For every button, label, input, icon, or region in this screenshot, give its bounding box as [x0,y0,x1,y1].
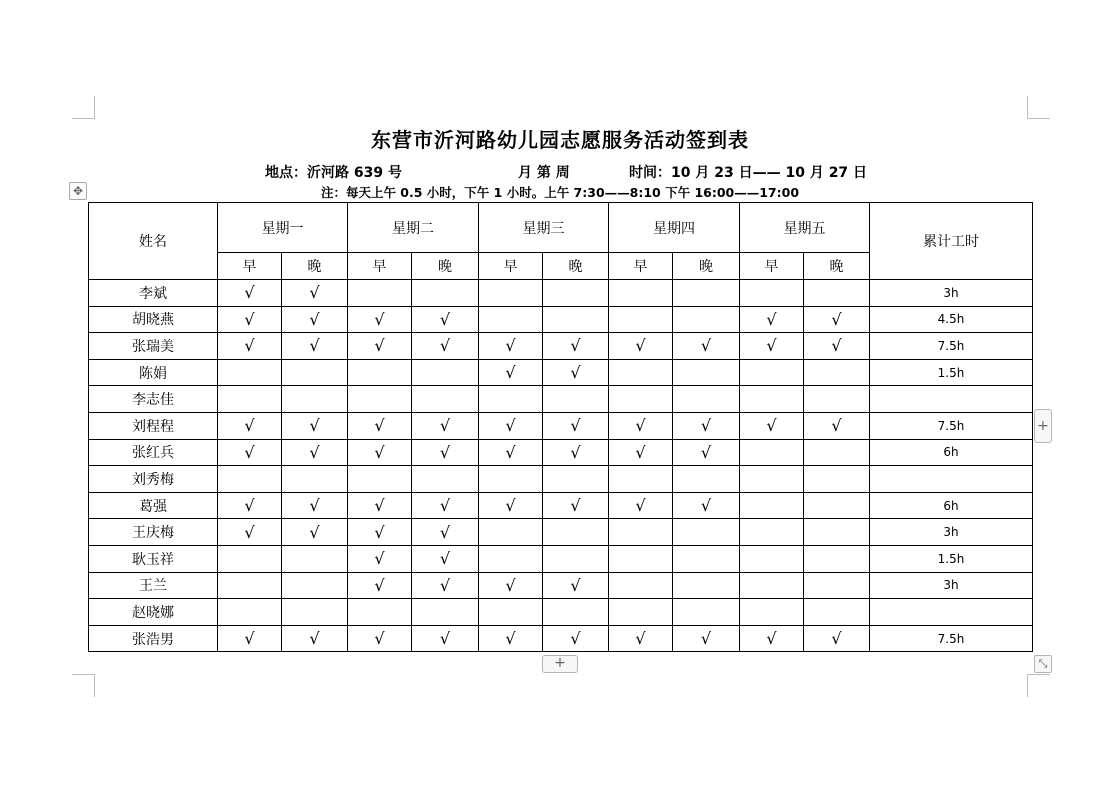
attendance-cell[interactable] [282,519,348,546]
table-move-handle-icon[interactable]: ✥ [69,182,87,200]
attendance-cell[interactable] [412,386,479,413]
sign-in-table-body [89,280,1033,652]
attendance-cell[interactable] [609,466,673,493]
attendance-cell[interactable] [804,306,870,333]
check-mark-icon: √ [766,416,777,436]
attendance-cell[interactable] [412,412,479,439]
attendance-cell[interactable] [740,519,804,546]
table-row [89,280,1033,307]
attendance-cell[interactable] [348,439,412,466]
location-label: 地点：沂河路 639 号 [265,165,402,181]
attendance-cell[interactable] [740,306,804,333]
check-mark-icon: √ [570,363,581,383]
time-label: 时间：10 月 23 日—— 10 月 27 日 [629,165,868,181]
check-mark-icon: √ [439,629,451,649]
check-mark-icon: √ [309,442,320,462]
check-mark-icon: √ [244,496,255,516]
total-hours-cell[interactable]: 1.5h [870,359,1033,386]
document-title: 东营市沂河路幼儿园志愿服务活动签到表 [371,128,749,152]
attendance-cell[interactable] [609,333,673,360]
attendance-cell[interactable] [543,359,609,386]
check-mark-icon: √ [635,629,646,649]
check-mark-icon: √ [505,496,516,516]
attendance-cell[interactable] [804,386,870,413]
header-name: 姓名 [89,203,218,280]
attendance-cell[interactable] [609,439,673,466]
attendance-cell[interactable] [348,280,412,307]
attendance-cell[interactable] [218,492,282,519]
attendance-cell[interactable] [740,572,804,599]
attendance-cell[interactable] [543,572,609,599]
attendance-cell[interactable] [282,572,348,599]
table-row [89,545,1033,572]
attendance-cell[interactable] [740,599,804,626]
add-row-icon[interactable]: + [542,655,578,673]
check-mark-icon: √ [570,496,581,516]
check-mark-icon: √ [505,442,516,462]
attendance-cell[interactable] [673,519,740,546]
total-hours-cell[interactable]: 1.5h [870,545,1033,572]
header-total-hours: 累计工时 [870,203,1033,280]
attendance-cell[interactable] [282,492,348,519]
table-row [89,412,1033,439]
check-mark-icon: √ [439,549,451,569]
page-corner-bottom-left [72,674,95,697]
header-evening: 晚 [804,253,870,280]
attendance-cell[interactable] [282,333,348,360]
table-resize-icon[interactable]: ⤡ [1034,655,1052,673]
attendance-cell[interactable] [282,439,348,466]
attendance-cell[interactable] [412,545,479,572]
attendance-cell[interactable] [348,306,412,333]
header-evening: 晚 [282,253,348,280]
check-mark-icon: √ [635,442,646,462]
check-mark-icon: √ [244,442,255,462]
check-mark-icon: √ [570,416,581,436]
check-mark-icon: √ [244,336,255,356]
attendance-cell[interactable] [348,386,412,413]
table-row [89,599,1033,626]
attendance-cell[interactable] [412,333,479,360]
check-mark-icon: √ [700,629,712,649]
attendance-cell[interactable] [282,359,348,386]
attendance-cell[interactable] [218,412,282,439]
check-mark-icon: √ [374,522,385,542]
attendance-cell[interactable] [740,386,804,413]
volunteer-name-cell[interactable]: 李志佳 [89,386,218,413]
attendance-cell[interactable] [348,466,412,493]
attendance-cell[interactable] [673,359,740,386]
check-mark-icon: √ [439,309,451,329]
table-row [89,359,1033,386]
attendance-cell[interactable] [609,306,673,333]
attendance-cell[interactable] [673,545,740,572]
attendance-cell[interactable] [673,492,740,519]
check-mark-icon: √ [700,416,712,436]
check-mark-icon: √ [374,336,385,356]
check-mark-icon: √ [831,416,842,436]
check-mark-icon: √ [244,309,255,329]
header-day-3: 星期三 [479,203,609,253]
attendance-cell[interactable] [412,599,479,626]
check-mark-icon: √ [505,336,516,356]
week-label: 月 第 周 [518,165,570,181]
attendance-cell[interactable] [804,333,870,360]
attendance-cell[interactable] [543,466,609,493]
attendance-cell[interactable] [673,572,740,599]
check-mark-icon: √ [374,629,385,649]
check-mark-icon: √ [700,442,712,462]
table-row [89,439,1033,466]
total-hours-cell[interactable] [870,466,1033,493]
attendance-cell[interactable] [282,625,348,652]
volunteer-name-cell[interactable]: 陈娟 [89,359,218,386]
table-row [89,625,1033,652]
volunteer-name-cell[interactable]: 张瑞美 [89,333,218,360]
table-row [89,572,1033,599]
attendance-cell[interactable] [673,333,740,360]
attendance-cell[interactable] [412,306,479,333]
total-hours-cell[interactable]: 4.5h [870,306,1033,333]
total-hours-cell[interactable] [870,599,1033,626]
attendance-cell[interactable] [218,439,282,466]
attendance-cell[interactable] [543,412,609,439]
header-day-4: 星期四 [609,203,740,253]
attendance-cell[interactable] [740,545,804,572]
check-mark-icon: √ [635,496,646,516]
check-mark-icon: √ [635,336,646,356]
attendance-cell[interactable] [479,599,543,626]
table-row [89,519,1033,546]
volunteer-name-cell[interactable]: 胡晓燕 [89,306,218,333]
attendance-cell[interactable] [479,519,543,546]
attendance-cell[interactable] [543,386,609,413]
attendance-cell[interactable] [479,280,543,307]
attendance-cell[interactable] [348,519,412,546]
check-mark-icon: √ [309,416,320,436]
attendance-cell[interactable] [218,359,282,386]
attendance-cell[interactable] [479,545,543,572]
volunteer-name-cell[interactable]: 王庆梅 [89,519,218,546]
header-day-5: 星期五 [740,203,870,253]
attendance-cell[interactable] [412,519,479,546]
header-evening: 晚 [412,253,479,280]
attendance-cell[interactable] [412,280,479,307]
check-mark-icon: √ [505,416,516,436]
attendance-cell[interactable] [673,439,740,466]
attendance-cell[interactable] [282,386,348,413]
attendance-cell[interactable] [543,492,609,519]
attendance-cell[interactable] [282,466,348,493]
attendance-cell[interactable] [609,545,673,572]
check-mark-icon: √ [831,336,842,356]
attendance-cell[interactable] [348,599,412,626]
table-row [89,492,1033,519]
table-row [89,306,1033,333]
attendance-cell[interactable] [218,306,282,333]
page-corner-top-left [72,96,95,119]
attendance-cell[interactable] [609,572,673,599]
check-mark-icon: √ [439,442,451,462]
attendance-cell[interactable] [609,412,673,439]
attendance-cell[interactable] [740,492,804,519]
attendance-cell[interactable] [348,412,412,439]
check-mark-icon: √ [766,309,777,329]
check-mark-icon: √ [570,575,581,595]
attendance-cell[interactable] [412,466,479,493]
attendance-cell[interactable] [673,466,740,493]
attendance-cell[interactable] [804,599,870,626]
table-row [89,333,1033,360]
total-hours-cell[interactable]: 3h [870,280,1033,307]
header-day-1: 星期一 [218,203,348,253]
attendance-cell[interactable] [412,492,479,519]
attendance-cell[interactable] [673,386,740,413]
check-mark-icon: √ [831,629,842,649]
attendance-cell[interactable] [740,280,804,307]
total-hours-cell[interactable]: 6h [870,492,1033,519]
attendance-cell[interactable] [609,625,673,652]
check-mark-icon: √ [309,283,320,303]
attendance-cell[interactable] [740,333,804,360]
attendance-cell[interactable] [412,439,479,466]
attendance-cell[interactable] [609,599,673,626]
check-mark-icon: √ [439,575,451,595]
attendance-cell[interactable] [543,333,609,360]
header-morning: 早 [348,253,412,280]
check-mark-icon: √ [244,629,255,649]
attendance-cell[interactable] [348,572,412,599]
check-mark-icon: √ [505,363,516,383]
volunteer-name-cell[interactable]: 李斌 [89,280,218,307]
check-mark-icon: √ [635,416,646,436]
table-row [89,466,1033,493]
header-day-2: 星期二 [348,203,479,253]
attendance-cell[interactable] [412,625,479,652]
check-mark-icon: √ [374,442,385,462]
attendance-cell[interactable] [673,412,740,439]
attendance-cell[interactable] [609,386,673,413]
attendance-cell[interactable] [740,412,804,439]
note-text: 注：每天上午 0.5 小时，下午 1 小时。上午 7:30——8:10 下午 16:00——17:00 [320,185,800,200]
check-mark-icon: √ [831,309,842,329]
add-column-icon[interactable]: + [1034,409,1052,443]
attendance-cell[interactable] [218,386,282,413]
attendance-cell[interactable] [673,280,740,307]
attendance-cell[interactable] [282,599,348,626]
attendance-cell[interactable] [479,386,543,413]
attendance-cell[interactable] [218,625,282,652]
attendance-cell[interactable] [740,359,804,386]
attendance-cell[interactable] [218,545,282,572]
attendance-cell[interactable] [282,280,348,307]
attendance-cell[interactable] [282,412,348,439]
attendance-cell[interactable] [543,599,609,626]
total-hours-cell[interactable]: 7.5h [870,412,1033,439]
total-hours-cell[interactable] [870,386,1033,413]
header-evening: 晚 [543,253,609,280]
attendance-cell[interactable] [479,572,543,599]
volunteer-name-cell[interactable]: 王兰 [89,572,218,599]
attendance-cell[interactable] [609,280,673,307]
attendance-cell[interactable] [740,466,804,493]
attendance-cell[interactable] [479,359,543,386]
attendance-cell[interactable] [479,466,543,493]
attendance-cell[interactable] [804,466,870,493]
attendance-cell[interactable] [218,333,282,360]
sign-in-table [88,202,1033,652]
total-hours-cell[interactable]: 3h [870,572,1033,599]
check-mark-icon: √ [374,575,385,595]
check-mark-icon: √ [505,575,516,595]
attendance-cell[interactable] [543,306,609,333]
attendance-cell[interactable] [348,492,412,519]
attendance-cell[interactable] [348,359,412,386]
check-mark-icon: √ [374,496,385,516]
header-evening: 晚 [673,253,740,280]
attendance-cell[interactable] [740,625,804,652]
attendance-cell[interactable] [479,439,543,466]
total-hours-cell[interactable]: 7.5h [870,333,1033,360]
attendance-cell[interactable] [282,306,348,333]
total-hours-cell[interactable]: 3h [870,519,1033,546]
attendance-cell[interactable] [804,412,870,439]
volunteer-name-cell[interactable]: 张红兵 [89,439,218,466]
total-hours-cell[interactable]: 6h [870,439,1033,466]
total-hours-cell[interactable]: 7.5h [870,625,1033,652]
attendance-cell[interactable] [412,572,479,599]
attendance-cell[interactable] [740,439,804,466]
header-morning: 早 [740,253,804,280]
attendance-cell[interactable] [348,545,412,572]
attendance-cell[interactable] [543,545,609,572]
check-mark-icon: √ [309,309,320,329]
volunteer-name-cell[interactable]: 张浩男 [89,625,218,652]
attendance-cell[interactable] [804,359,870,386]
attendance-cell[interactable] [804,545,870,572]
check-mark-icon: √ [439,522,451,542]
header-morning: 早 [218,253,282,280]
page-corner-bottom-right [1027,674,1050,697]
attendance-cell[interactable] [479,306,543,333]
attendance-cell[interactable] [804,625,870,652]
check-mark-icon: √ [570,442,581,462]
check-mark-icon: √ [374,416,385,436]
attendance-cell[interactable] [218,572,282,599]
check-mark-icon: √ [374,549,385,569]
check-mark-icon: √ [439,496,451,516]
check-mark-icon: √ [570,629,581,649]
attendance-cell[interactable] [218,280,282,307]
attendance-cell[interactable] [543,625,609,652]
attendance-cell[interactable] [479,333,543,360]
attendance-cell[interactable] [348,625,412,652]
attendance-cell[interactable] [218,599,282,626]
attendance-cell[interactable] [543,439,609,466]
attendance-cell[interactable] [543,519,609,546]
check-mark-icon: √ [374,309,385,329]
attendance-cell[interactable] [804,572,870,599]
attendance-cell[interactable] [609,492,673,519]
attendance-cell[interactable] [673,625,740,652]
check-mark-icon: √ [309,629,320,649]
attendance-cell[interactable] [218,466,282,493]
attendance-cell[interactable] [282,545,348,572]
check-mark-icon: √ [570,336,581,356]
volunteer-name-cell[interactable]: 刘秀梅 [89,466,218,493]
attendance-cell[interactable] [673,306,740,333]
attendance-cell[interactable] [804,280,870,307]
attendance-cell[interactable] [673,599,740,626]
attendance-cell[interactable] [479,492,543,519]
header-morning: 早 [479,253,543,280]
volunteer-name-cell[interactable]: 赵晓娜 [89,599,218,626]
check-mark-icon: √ [700,336,712,356]
volunteer-name-cell[interactable]: 耿玉祥 [89,545,218,572]
table-row [89,386,1033,413]
check-mark-icon: √ [244,522,255,542]
check-mark-icon: √ [439,416,451,436]
check-mark-icon: √ [309,522,320,542]
attendance-cell[interactable] [412,359,479,386]
volunteer-name-cell[interactable]: 葛强 [89,492,218,519]
check-mark-icon: √ [766,629,777,649]
attendance-cell[interactable] [543,280,609,307]
attendance-cell[interactable] [804,439,870,466]
check-mark-icon: √ [309,496,320,516]
attendance-cell[interactable] [218,519,282,546]
attendance-cell[interactable] [804,519,870,546]
attendance-cell[interactable] [479,625,543,652]
check-mark-icon: √ [505,629,516,649]
check-mark-icon: √ [766,336,777,356]
attendance-cell[interactable] [804,492,870,519]
attendance-cell[interactable] [609,359,673,386]
header-morning: 早 [609,253,673,280]
attendance-cell[interactable] [348,333,412,360]
volunteer-name-cell[interactable]: 刘程程 [89,412,218,439]
check-mark-icon: √ [244,416,255,436]
check-mark-icon: √ [309,336,320,356]
attendance-cell[interactable] [609,519,673,546]
attendance-cell[interactable] [479,412,543,439]
check-mark-icon: √ [439,336,451,356]
page-corner-top-right [1027,96,1050,119]
check-mark-icon: √ [700,496,712,516]
check-mark-icon: √ [244,283,255,303]
